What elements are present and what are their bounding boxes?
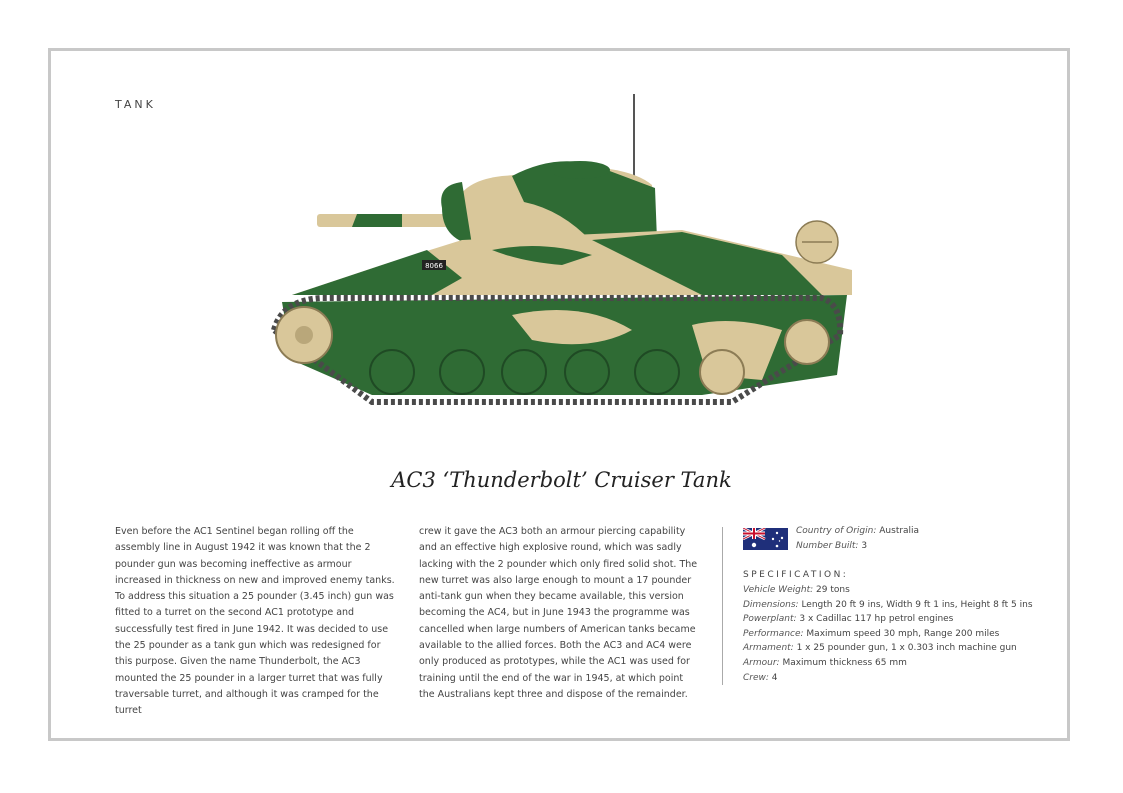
spec-label: Powerplant: bbox=[743, 614, 797, 624]
spec-label: Dimensions: bbox=[743, 600, 799, 610]
spec-armament bbox=[743, 643, 1017, 653]
spec-value: Length 20 ft 9 ins, Width 9 ft 1 ins, Height 8 ft 5 ins bbox=[801, 600, 1033, 610]
spec-value: 3 x Cadillac 117 hp petrol engines bbox=[799, 614, 954, 624]
category-label: TANK bbox=[115, 98, 156, 111]
spec-dimensions bbox=[743, 600, 1033, 610]
australian-flag-icon bbox=[743, 528, 788, 550]
spec-value: 29 tons bbox=[816, 585, 850, 595]
description-column-1: Even before the AC1 Sentinel began rolling off the assembly line in August 1942 it was known that the 2 pounder gun was becoming ineffective as armour increased in thickness on new and improved enemy tanks. To address this situation a 25 pounder (3.45 inch) gun was fitted to a turret on the second AC1 prototype and successfully test fired in June 1942. It was decided to use the 25 pounder as a tank gun which was redesigned for this purpose. Given the name Thunderbolt, the AC3 mounted the 25 pounder in a larger turret that was fully traversable turret, and although it was cramped for the turret bbox=[115, 526, 395, 717]
vehicle-number: 8066 bbox=[425, 262, 443, 270]
spec-vehicle-weight bbox=[743, 585, 850, 595]
spec-label: Crew: bbox=[743, 673, 769, 683]
country-of-origin bbox=[796, 526, 919, 536]
spec-value: 1 x 25 pounder gun, 1 x 0.303 inch machine gun bbox=[796, 643, 1017, 653]
origin-value: Australia bbox=[879, 526, 920, 536]
spec-value: Maximum speed 30 mph, Range 200 miles bbox=[806, 629, 1000, 639]
spec-label: Vehicle Weight: bbox=[743, 585, 814, 595]
spec-label: Armour: bbox=[743, 658, 780, 668]
page-title: AC3 ‘Thunderbolt’ Cruiser Tank bbox=[391, 468, 732, 492]
spec-armour bbox=[743, 658, 907, 668]
spec-value: 4 bbox=[771, 673, 778, 683]
column-divider bbox=[722, 527, 723, 685]
built-value: 3 bbox=[861, 541, 868, 551]
spec-label: Performance: bbox=[743, 629, 804, 639]
spec-value: Maximum thickness 65 mm bbox=[782, 658, 907, 668]
spec-label: Armament: bbox=[743, 643, 794, 653]
tank-illustration bbox=[262, 90, 862, 420]
spec-powerplant bbox=[743, 614, 953, 624]
number-built bbox=[796, 541, 867, 551]
built-label: Number Built: bbox=[796, 541, 859, 551]
origin-label: Country of Origin: bbox=[796, 526, 877, 536]
spec-performance bbox=[743, 629, 999, 639]
specification-heading: SPECIFICATION: bbox=[743, 570, 849, 580]
spec-crew bbox=[743, 673, 778, 683]
description-column-2: crew it gave the AC3 both an armour piercing capability and an effective high explosive round, which was sadly lacking with the 2 pounder which only fired solid shot. The new turret was also large enough to mount a 17 pounder anti-tank gun when they became available, this version becoming the AC4, but in June 1943 the programme was cancelled when large numbers of American tanks became available to the allied forces. Both the AC3 and AC4 were only produced as prototypes, while the AC1 was used for training until the end of the war in 1945, at which point the Australians kept three and dispose of the remainder. bbox=[419, 526, 698, 700]
